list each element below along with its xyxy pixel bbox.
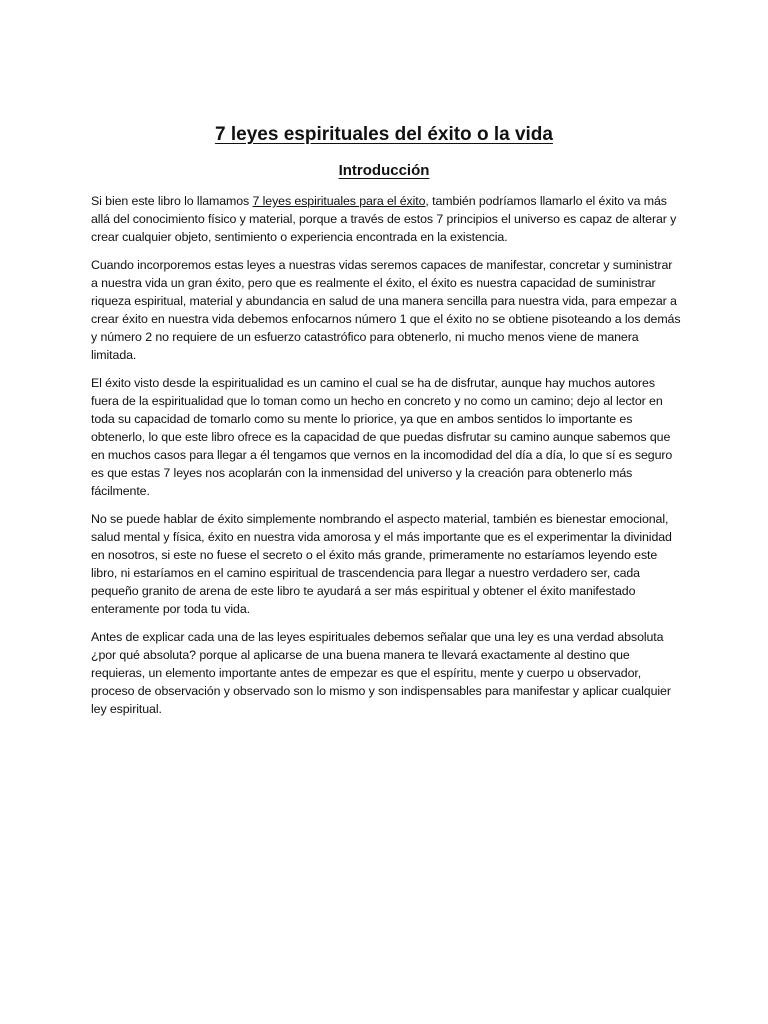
underlined-book-title: 7 leyes espirituales para el éxito [252, 194, 426, 208]
document-title [0, 122, 768, 148]
paragraph-1-after: , también podríamos llamarlo el éxito va más allá del conocimiento físico y material, porque a través de estos 7 principios el universo es capaz de alterar y crear cualquier objeto, sentimiento o experiencia encontrada en la existencia. [91, 194, 677, 244]
document-body [91, 192, 681, 728]
paragraph-4: No se puede hablar de éxito simplemente nombrando el aspecto material, también es bienestar emocional, salud mental y física, éxito en nuestra vida amorosa y el más importante que es el experimentar la divinidad en nosotros, si este no fuese el secreto o el éxito más grande, primeramente no estaríamos leyendo este libro, ni estaríamos en el camino espiritual de trascendencia para llegar a nuestro verdadero ser, cada pequeño granito de arena de este libro te ayudará a ser más espiritual y obtener el éxito manifestado enteramente por toda tu vida. [91, 512, 672, 616]
paragraph-1-before: Si bien este libro lo llamamos [91, 194, 253, 208]
paragraph-1 [91, 192, 681, 246]
document-title-text: 7 leyes espirituales del éxito o la vida [215, 124, 553, 145]
section-heading-text: Introducción [338, 162, 430, 179]
paragraph-5: Antes de explicar cada una de las leyes espirituales debemos señalar que una ley es una verdad absoluta ¿por qué absoluta? porque al aplicarse de una buena manera te llevará exactamente al destino que requieras, un elemento importante antes de empezar es que el espíritu, mente y cuerpo u observador, proceso de observación y observado son lo mismo y son indispensables para manifestar y aplicar cualquier ley espiritual. [91, 630, 671, 716]
paragraph-2: Cuando incorporemos estas leyes a nuestras vidas seremos capaces de manifestar, concretar y suministrar a nuestra vida un gran éxito, pero que es realmente el éxito, el éxito es nuestra capacidad de suministrar riqueza espiritual, material y abundancia en salud de una manera sencilla para nuestra vida, para empezar a crear éxito en nuestra vida debemos enfocarnos número 1 que el éxito no se obtiene pisoteando a los demás y número 2 no requiere de un esfuerzo catastrófico para obtenerlo, ni mucho menos viene de manera limitada. [91, 258, 681, 362]
section-heading [0, 160, 768, 182]
paragraph-3: El éxito visto desde la espiritualidad es un camino el cual se ha de disfrutar, aunque hay muchos autores fuera de la espiritualidad que lo toman como un hecho en concreto y no como un camino; dejo al lector en toda su capacidad de tomarlo como su mente lo priorice, ya que en ambos sentidos lo importante es obtenerlo, lo que este libro ofrece es la capacidad de que puedas disfrutar su camino aunque sabemos que en muchos casos para llegar a él tengamos que vernos en la incomodidad del día a día, lo que sí es seguro es que estas 7 leyes nos acoplarán con la inmensidad del universo y la creación para obtenerlo más fácilmente. [91, 376, 673, 498]
